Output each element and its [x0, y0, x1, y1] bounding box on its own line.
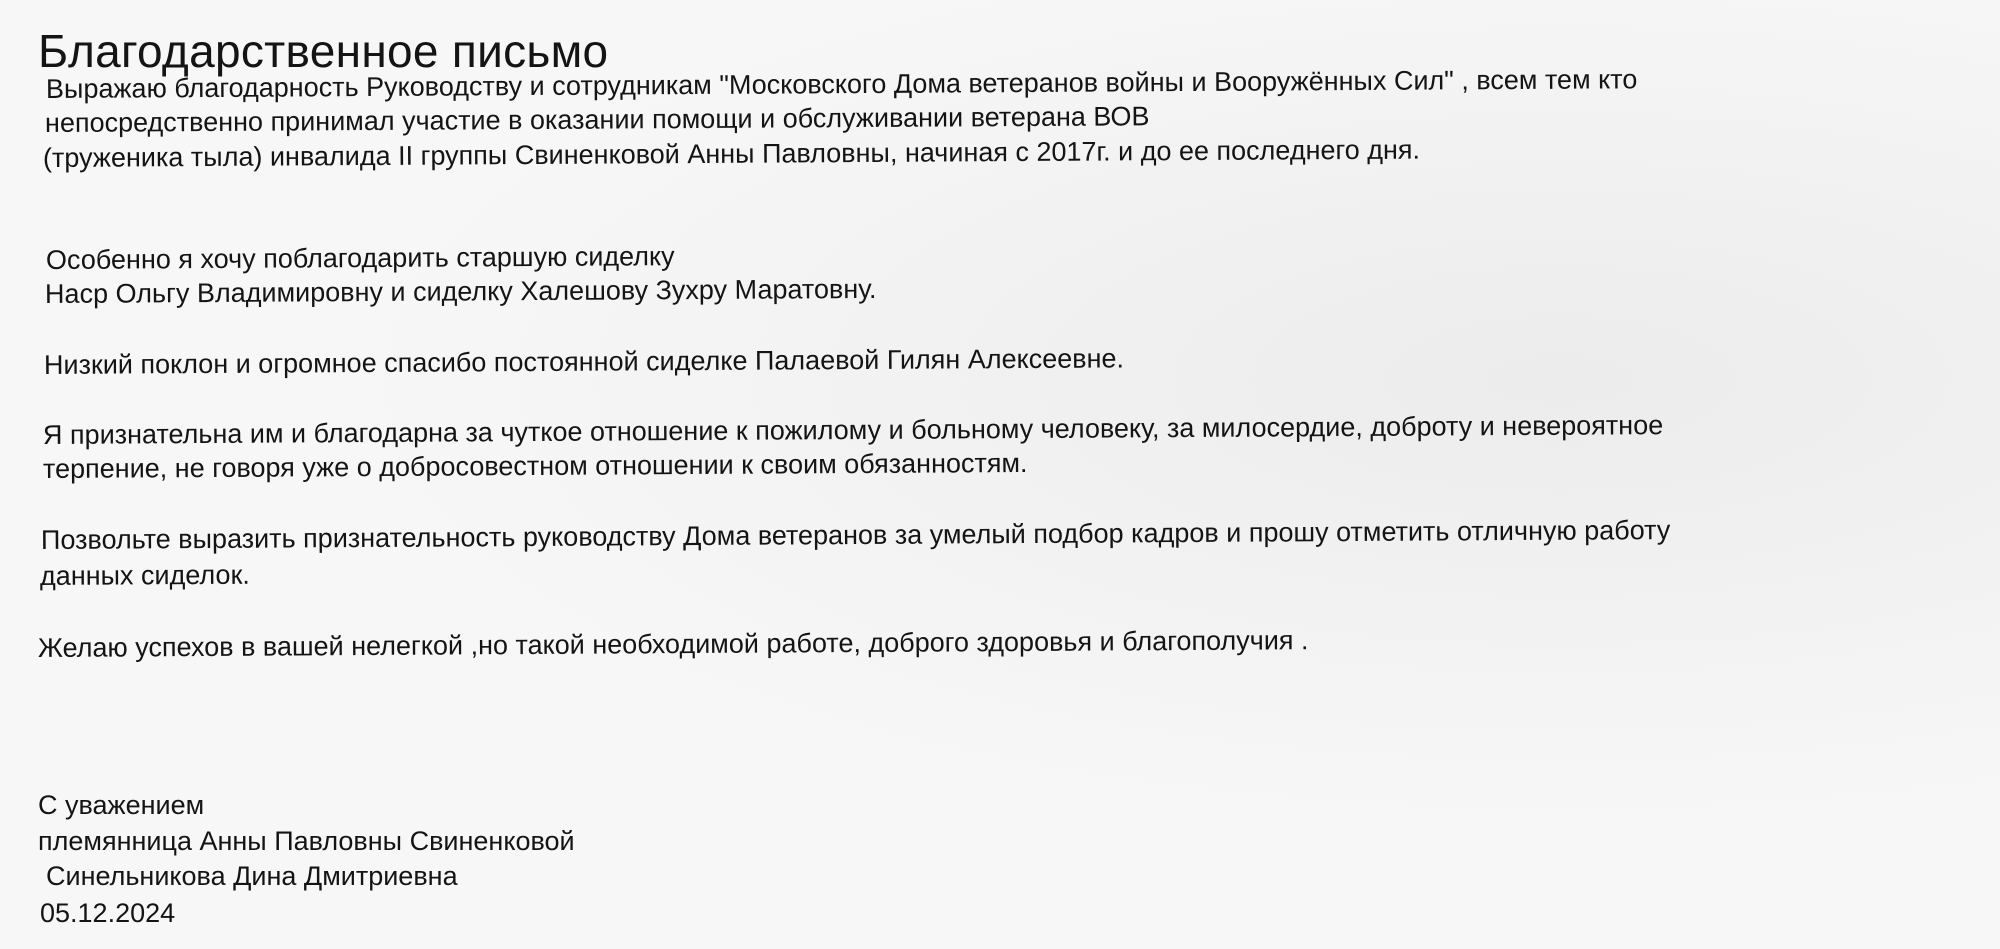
- paragraph-5-line-1: Позвольте выразить признательность руководству Дома ветеранов за умелый подбор кадров и прошу отметить отличную работу: [40, 515, 1671, 555]
- paragraph-4-line-2: терпение, не говоря уже о добросовестном отношении к своим обязанностям.: [42, 447, 1028, 484]
- paragraph-1-line-3: (труженика тыла) инвалида II группы Свиненковой Анны Павловны, начиная с 2017г. и до ее последнего дня.: [42, 134, 1421, 173]
- paragraph-1-line-2: непосредственно принимал участие в оказании помощи и обслуживании ветерана ВОВ: [44, 101, 1150, 138]
- paragraph-6-line-1: Желаю успехов в вашей нелегкой ,но такой необходимой работе, доброго здоровья и благополучия .: [37, 625, 1309, 663]
- signature-relation: племянница Анны Павловны Свиненковой: [38, 826, 575, 856]
- paragraph-2-line-1: Особенно я хочу поблагодарить старшую сиделку: [45, 241, 675, 275]
- paragraph-5-line-2: данных сиделок.: [39, 559, 250, 591]
- signature-closing: С уважением: [38, 790, 205, 820]
- letter-title: Благодарственное письмо: [38, 25, 609, 77]
- signature-date: 05.12.2024: [40, 898, 176, 928]
- signature-name: Синельникова Дина Дмитриевна: [46, 861, 458, 891]
- paragraph-4-line-1: Я признательна им и благодарна за чуткое отношение к пожилому и больному человеку, за милосердие, доброту и невероятное: [42, 410, 1664, 450]
- paragraph-2-line-2: Наср Ольгу Владимировну и сиделку Халешову Зухру Маратовну.: [44, 273, 877, 309]
- paragraph-1-line-1: Выражаю благодарность Руководству и сотрудникам "Московского Дома ветеранов войны и Вооружённых Сил" , всем тем кто: [45, 64, 1638, 104]
- paragraph-3-line-1: Низкий поклон и огромное спасибо постоянной сиделке Палаевой Гилян Алексеевне.: [43, 343, 1125, 380]
